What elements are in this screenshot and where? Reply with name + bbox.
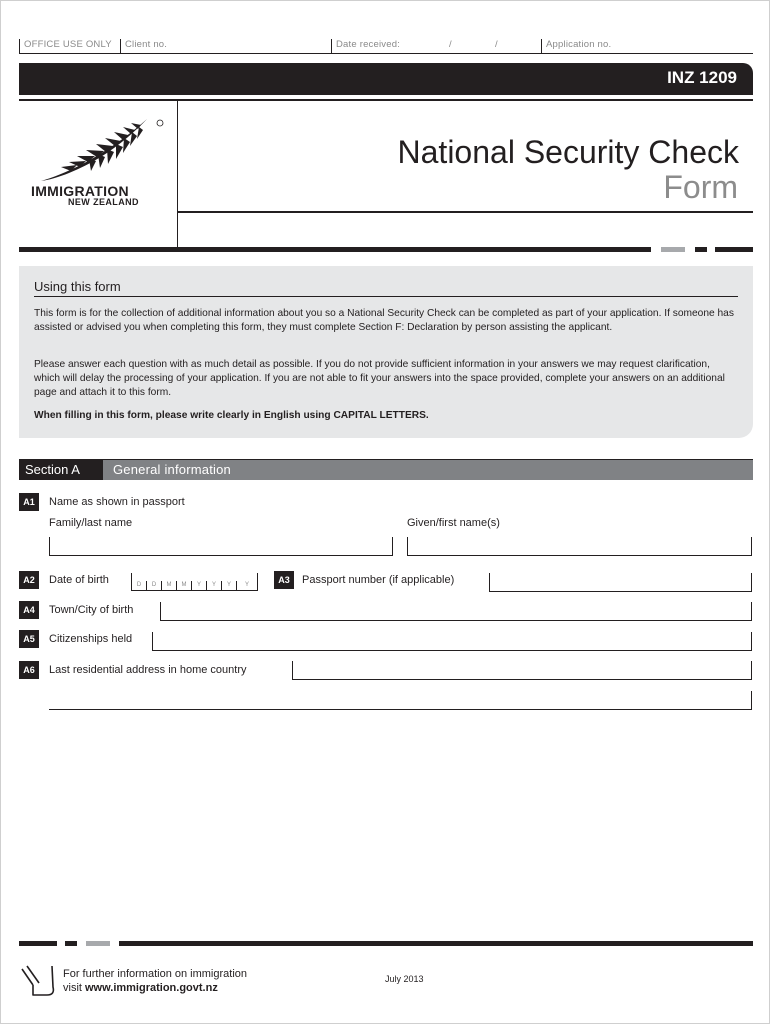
- date-cell: Y: [192, 581, 207, 590]
- question-label: Name as shown in passport: [49, 496, 185, 508]
- passport-number-field[interactable]: [489, 573, 752, 592]
- divider: [661, 247, 685, 252]
- question-label: Citizenships held: [49, 633, 133, 645]
- date-of-birth-field[interactable]: [131, 573, 258, 591]
- address-field-line2[interactable]: [49, 691, 752, 710]
- office-use-row: [19, 37, 753, 54]
- divider: [19, 247, 651, 252]
- question-label: Town/City of birth: [49, 604, 134, 616]
- silver-fern-icon: [29, 113, 169, 188]
- date-separator: /: [449, 39, 452, 50]
- date-cell: M: [177, 581, 192, 590]
- question-label: Last residential address in home country: [49, 664, 247, 676]
- section-a-header: [19, 459, 753, 480]
- application-no-label: Application no.: [541, 39, 611, 53]
- question-number: A6: [19, 661, 39, 679]
- date-cell: D: [132, 581, 147, 590]
- info-heading: Using this form: [34, 279, 121, 294]
- info-paragraph: This form is for the collection of additional information about you so a National Security Check can be completed as part of your application. If someone has assisted or advised you when completing this form, they must complete Section F: Declaration by person assisting the applicant.: [34, 308, 734, 333]
- client-no-label: Client no.: [120, 39, 167, 53]
- question-label: Passport number (if applicable): [302, 574, 455, 586]
- nz-government-icon: [19, 963, 57, 999]
- citizenships-field[interactable]: [152, 632, 752, 651]
- logo-text-new-zealand: NEW ZEALAND: [68, 197, 139, 207]
- town-of-birth-field[interactable]: [160, 602, 752, 621]
- divider: [177, 211, 753, 213]
- date-cell: D: [147, 581, 162, 590]
- footer-prefix: visit: [63, 982, 85, 994]
- field-label: Given/first name(s): [407, 517, 500, 529]
- info-instruction: When filling in this form, please write clearly in English using CAPITAL LETTERS.: [34, 410, 429, 421]
- page-subtitle: Form: [663, 169, 738, 205]
- address-field-line1[interactable]: [292, 661, 752, 680]
- date-cell: Y: [222, 581, 237, 590]
- field-label: Family/last name: [49, 517, 133, 529]
- divider: [695, 247, 707, 252]
- header-bar: [19, 63, 753, 95]
- date-separator: /: [495, 39, 498, 50]
- date-cell: Y: [207, 581, 222, 590]
- footer-website-link[interactable]: www.immigration.govt.nz: [85, 982, 218, 994]
- office-use-label: OFFICE USE ONLY: [19, 39, 112, 53]
- footer-date: July 2013: [385, 974, 424, 984]
- question-number: A3: [274, 571, 294, 589]
- given-name-field[interactable]: [407, 537, 752, 556]
- section-a-title: General information: [113, 462, 231, 477]
- question-number: A5: [19, 630, 39, 648]
- divider: [177, 99, 178, 249]
- question-number: A2: [19, 571, 39, 589]
- divider: [19, 941, 57, 946]
- section-a-label: Section A: [19, 460, 103, 480]
- date-cell: Y: [244, 582, 249, 588]
- date-received-label: Date received:: [331, 39, 400, 53]
- divider: [65, 941, 77, 946]
- page-title: National Security Check: [397, 134, 739, 170]
- footer-line: [63, 981, 247, 995]
- question-label: Date of birth: [49, 574, 109, 586]
- info-paragraph: Please answer each question with as much detail as possible. If you do not provide sufficient information in your answers we may request clarification, which will delay the processing of your application. If you are not able to fit your answers into the space provided, complete your answers on an additional page and attach it to this form.: [34, 359, 725, 398]
- divider: [86, 941, 110, 946]
- logo-text-immigration: IMMIGRATION: [31, 183, 129, 199]
- date-cell: M: [162, 581, 177, 590]
- divider: [715, 247, 753, 252]
- question-number: A4: [19, 601, 39, 619]
- divider: [19, 99, 753, 101]
- question-number: A1: [19, 493, 39, 511]
- using-this-form-panel: [19, 266, 753, 438]
- footer-line: For further information on immigration: [63, 968, 248, 980]
- divider: [34, 296, 738, 297]
- divider: [119, 941, 753, 946]
- family-name-field[interactable]: [49, 537, 393, 556]
- footer-info: [63, 967, 247, 995]
- form-number: INZ 1209: [667, 68, 737, 87]
